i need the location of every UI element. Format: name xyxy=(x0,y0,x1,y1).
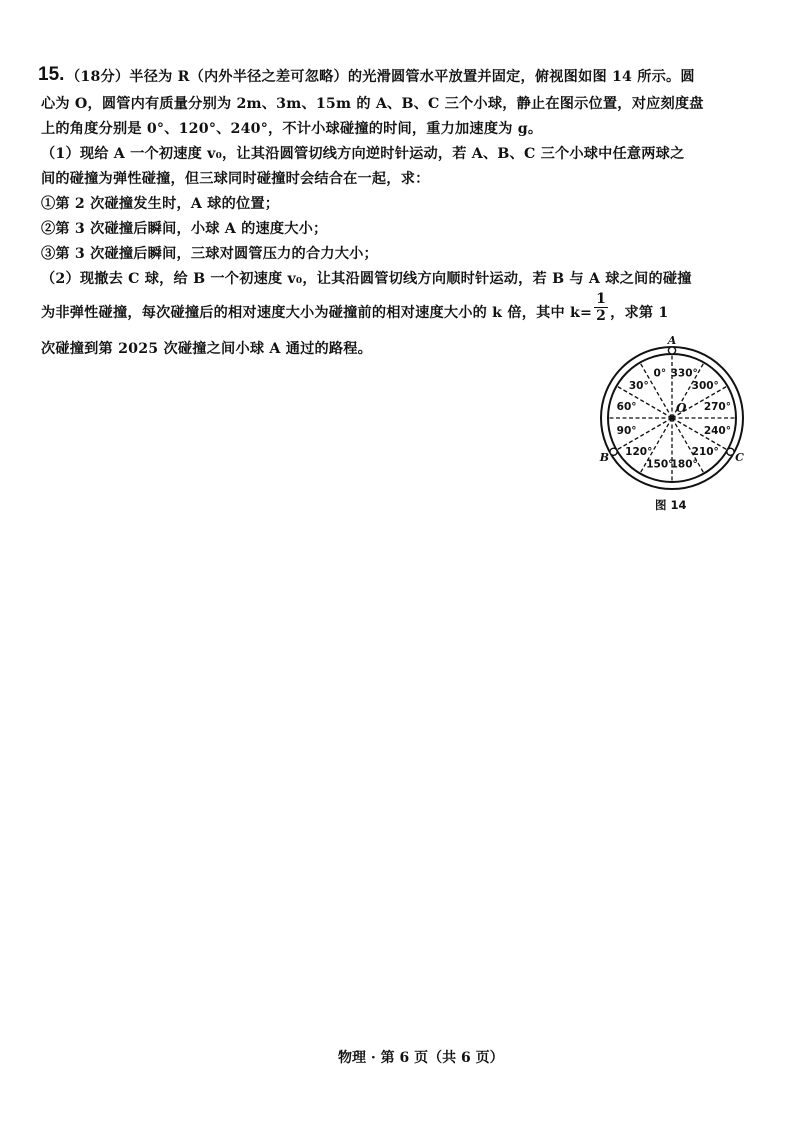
question-line-part2: （2）现撤去 C 球，给 B 一个初速度 v₀，让其沿圆管切线方向顺时针运动，若 B 与 A 球之间的碰撞 xyxy=(41,271,692,287)
center-label: O xyxy=(676,401,687,415)
ball-label: A xyxy=(667,334,677,347)
angle-label: 270° xyxy=(703,400,731,413)
angle-label: 150° xyxy=(646,458,674,471)
page-footer: 物理 · 第 6 页（共 6 页） xyxy=(338,1050,504,1066)
sub-question-2: ②第 3 次碰撞后瞬间，小球 A 的速度大小； xyxy=(41,221,328,237)
question-line-1: （18分）半径为 R（内外半径之差可忽略）的光滑圆管水平放置并固定，俯视图如图 14 所示。圆 xyxy=(66,69,695,85)
question-line-k-tail: ，求第 1 xyxy=(610,305,669,321)
sub-question-1: ①第 2 次碰撞发生时，A 球的位置； xyxy=(41,196,280,212)
question-line-5: 间的碰撞为弹性碰撞，但三球同时碰撞时会结合在一起，求： xyxy=(41,171,430,187)
angle-label: 60° xyxy=(616,400,637,413)
sub-question-3: ③第 3 次碰撞后瞬间，三球对圆管压力的合力大小； xyxy=(41,246,378,262)
fraction-numerator: 1 xyxy=(596,290,607,307)
angle-label: 300° xyxy=(691,379,719,392)
angle-label: 30° xyxy=(628,379,649,392)
ball-label: C xyxy=(735,451,744,464)
ball xyxy=(610,448,617,455)
k-fraction xyxy=(594,291,608,324)
question-line-2: 心为 O，圆管内有质量分别为 2m、3m、15m 的 A、B、C 三个小球，静止在图示位置，对应刻度盘 xyxy=(41,96,704,112)
angle-label: 180° xyxy=(670,458,698,471)
figure-caption: 图 14 xyxy=(655,498,687,512)
dial-figure xyxy=(592,334,752,496)
angle-label: 330° xyxy=(670,367,698,380)
ball xyxy=(668,347,675,354)
question-line-3: 上的角度分别是 0°、120°、240°，不计小球碰撞的时间，重力加速度为 g。 xyxy=(41,121,543,137)
angle-label: 120° xyxy=(625,446,653,459)
angle-label: 210° xyxy=(691,446,719,459)
ball-label: B xyxy=(599,451,610,464)
dial-group xyxy=(599,334,744,489)
angle-label: 90° xyxy=(616,425,637,438)
angle-label: 0° xyxy=(653,367,667,380)
angle-label: 240° xyxy=(703,425,731,438)
question-line-4: （1）现给 A 一个初速度 v₀，让其沿圆管切线方向逆时针运动，若 A、B、C 三个小球中任意两球之 xyxy=(41,146,685,162)
question-line-k-text: 为非弹性碰撞，每次碰撞后的相对速度大小为碰撞前的相对速度大小的 k 倍，其中 k= xyxy=(41,305,593,321)
question-line-k xyxy=(41,290,669,324)
question-line-last: 次碰撞到第 2025 次碰撞之间小球 A 通过的路程。 xyxy=(41,341,373,357)
ball xyxy=(727,448,734,455)
center-point xyxy=(670,416,675,421)
question-number: 15. xyxy=(38,64,65,85)
fraction-denominator: 2 xyxy=(596,307,607,324)
